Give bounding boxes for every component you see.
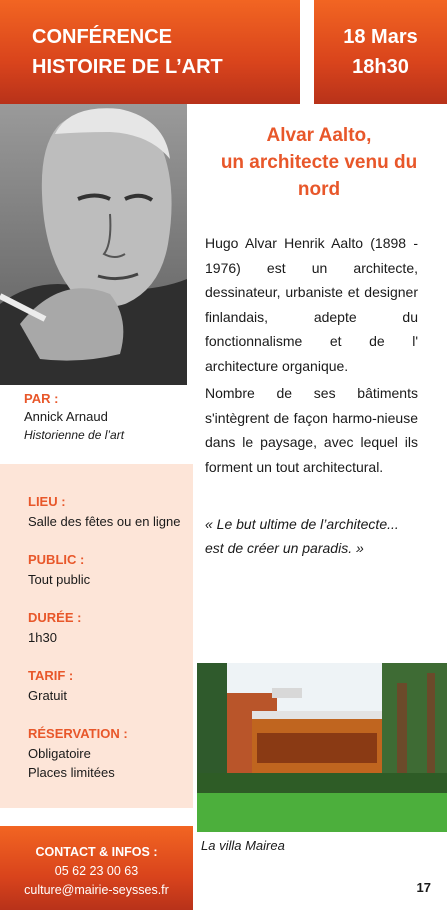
reservation-value-1: Obligatoire (28, 746, 91, 761)
speaker-role: Historienne de l’art (24, 428, 125, 442)
info-lieu (28, 492, 193, 531)
info-reservation (28, 724, 193, 782)
info-panel (0, 464, 193, 808)
header-time: 18h30 (352, 56, 409, 78)
reservation-value-2: Places limitées (28, 765, 115, 780)
quote-line1: « Le but ultime de l’architecte... (205, 516, 399, 532)
header-title-block (0, 0, 300, 104)
article-title-line3: nord (297, 179, 341, 200)
villa-illustration (197, 663, 447, 832)
portrait-illustration (0, 104, 187, 385)
article-paragraph-1: Hugo Alvar Henrik Aalto (1898 - 1976) est un architecte, dessinateur, urbaniste et designer finlandais, adepte du fonctionnalisme et de l' architecture organique. (205, 235, 418, 374)
duree-value: 1h30 (28, 630, 57, 645)
contact-email[interactable]: culture@mairie-seysses.fr (24, 883, 169, 897)
article-quote (205, 512, 425, 560)
contact-phone[interactable]: 05 62 23 00 63 (54, 864, 139, 878)
article-title-line2: un architecte venu du (220, 152, 418, 173)
reservation-label: RÉSERVATION : (28, 726, 128, 741)
article-title-line1: Alvar Aalto, (266, 125, 372, 146)
villa-caption: La villa Mairea (201, 838, 285, 853)
lieu-label: LIEU : (28, 494, 66, 509)
article-paragraph-2: Nombre de ses bâtiments s'intègrent de façon harmo-nieuse dans le paysage, avec lequel ils forment un tout architectural. (205, 385, 418, 475)
contact-block (0, 826, 193, 910)
info-tarif (28, 666, 193, 705)
portrait-photo (0, 104, 187, 385)
tarif-label: TARIF : (28, 668, 74, 683)
speaker-block (24, 390, 124, 444)
public-label: PUBLIC : (28, 552, 85, 567)
header-title-line2: HISTOIRE DE L’ART (32, 56, 223, 78)
info-public (28, 550, 193, 589)
page-number: 17 (416, 880, 431, 895)
quote-line2: est de créer un paradis. » (205, 540, 364, 556)
contact-title: CONTACT & INFOS : (35, 845, 158, 859)
info-duree (28, 608, 193, 647)
header-date-block (314, 0, 447, 104)
speaker-name: Annick Arnaud (24, 409, 108, 424)
header-date: 18 Mars (343, 26, 418, 48)
tarif-value: Gratuit (28, 688, 68, 703)
header-title-line1: CONFÉRENCE (32, 26, 173, 48)
public-value: Tout public (28, 572, 91, 587)
lieu-value: Salle des fêtes ou en ligne (28, 514, 181, 529)
article-title (197, 122, 441, 203)
villa-photo (197, 663, 447, 832)
duree-label: DURÉE : (28, 610, 82, 625)
speaker-label: PAR : (24, 391, 59, 406)
